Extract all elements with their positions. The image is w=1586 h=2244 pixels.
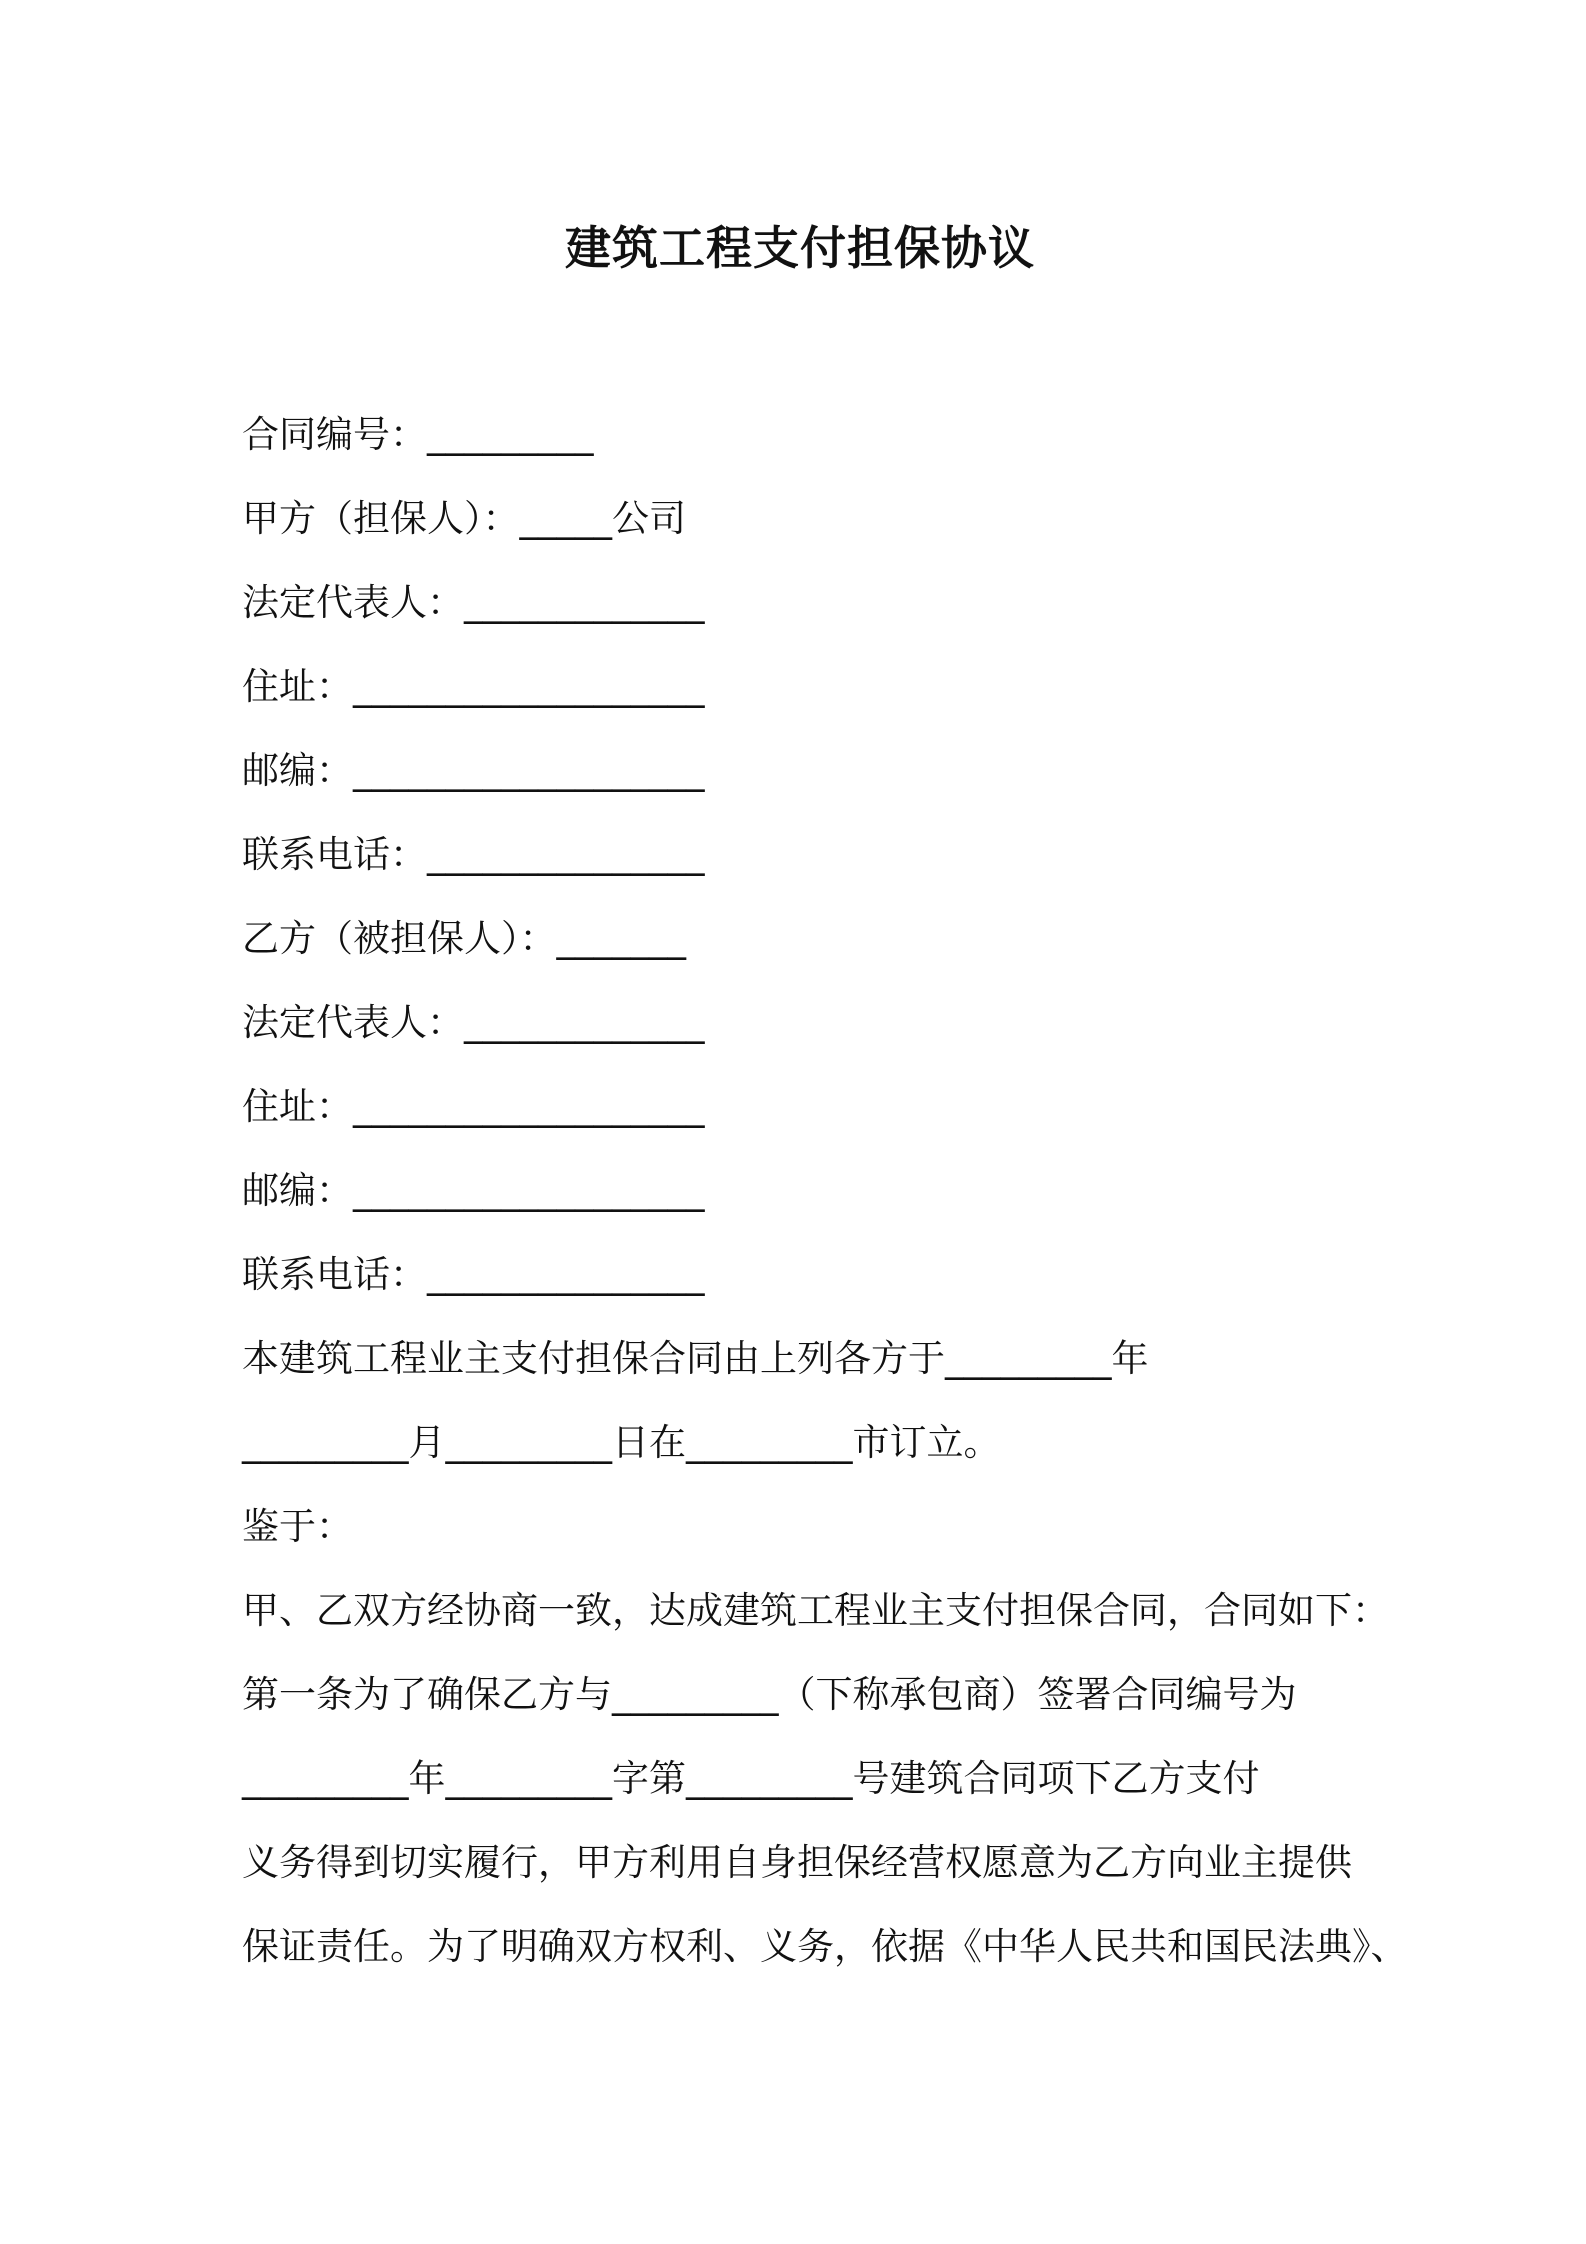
article-one-line: _________年_________字第_________号建筑合同项下乙方支付 bbox=[242, 1757, 1260, 1800]
party-b-line: 乙方（被担保人）：_______ bbox=[242, 917, 686, 960]
party-a-address-line: 住址：___________________ bbox=[242, 665, 705, 708]
article-one-line: 第一条为了确保乙方与_________（下称承包商）签署合同编号为 bbox=[242, 1673, 1297, 1716]
body-paragraph-line: _________月_________日在_________市订立。 bbox=[242, 1421, 1001, 1464]
party-b-address-line: 住址：___________________ bbox=[242, 1085, 705, 1128]
body-paragraph-line: 本建筑工程业主支付担保合同由上列各方于_________年 bbox=[242, 1337, 1149, 1380]
party-b-postcode-line: 邮编：___________________ bbox=[242, 1169, 705, 1212]
party-b-legal-rep-line: 法定代表人：_____________ bbox=[242, 1001, 705, 1044]
party-a-phone-line: 联系电话：_______________ bbox=[242, 833, 705, 876]
party-a-legal-rep-line: 法定代表人：_____________ bbox=[242, 581, 705, 624]
article-one-line: 义务得到切实履行，甲方利用自身担保经营权愿意为乙方向业主提供 bbox=[242, 1841, 1352, 1884]
contract-number-line: 合同编号：_________ bbox=[242, 413, 594, 456]
party-a-line: 甲方（担保人）：_____公司 bbox=[242, 497, 686, 540]
party-b-phone-line: 联系电话：_______________ bbox=[242, 1253, 705, 1296]
document-title: 建筑工程支付担保协议 bbox=[565, 221, 1035, 275]
article-one-line: 保证责任。为了明确双方权利、义务，依据《中华人民共和国民法典》、 bbox=[242, 1925, 1408, 1968]
whereas-heading: 鉴于： bbox=[242, 1505, 353, 1548]
party-a-postcode-line: 邮编：___________________ bbox=[242, 749, 705, 792]
body-paragraph-line: 甲、乙双方经协商一致，达成建筑工程业主支付担保合同，合同如下： bbox=[242, 1589, 1389, 1632]
